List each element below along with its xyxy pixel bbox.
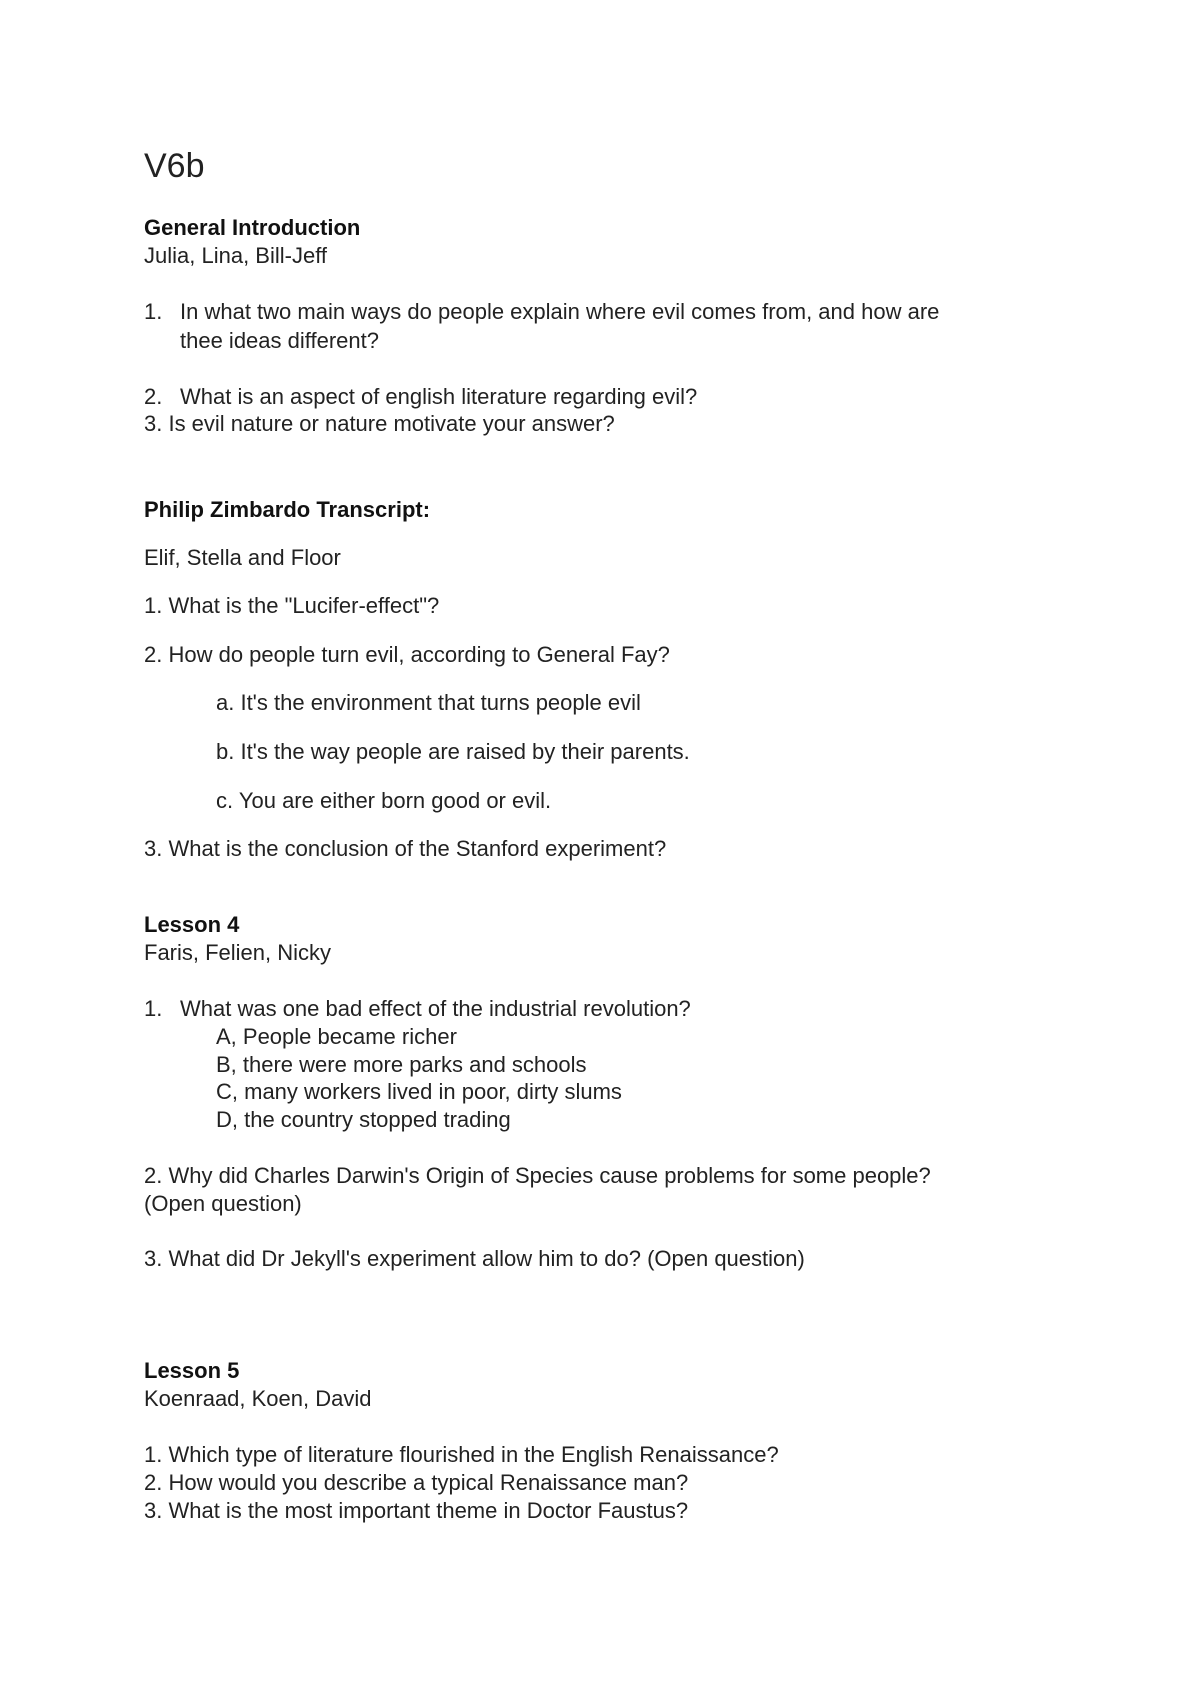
section-heading: General Introduction xyxy=(144,215,361,240)
section-authors: Julia, Lina, Bill-Jeff xyxy=(144,243,328,268)
question-text: 1. Which type of literature flourished in the English Renaissance? xyxy=(144,1442,779,1467)
answer-option: c. You are either born good or evil. xyxy=(216,788,552,813)
question-text: 2. How do people turn evil, according to General Fay? xyxy=(144,642,670,667)
question-text: 2. Why did Charles Darwin's Origin of Species cause problems for some people? xyxy=(144,1163,931,1188)
question-text: 3. What is the most important theme in Doctor Faustus? xyxy=(144,1498,689,1523)
answer-option: A, People became richer xyxy=(216,1024,457,1049)
question-number: 1. xyxy=(144,996,163,1021)
answer-option: b. It's the way people are raised by their parents. xyxy=(216,739,690,764)
answer-option: C, many workers lived in poor, dirty slums xyxy=(216,1079,622,1104)
answer-option: D, the country stopped trading xyxy=(216,1107,511,1132)
section-authors: Faris, Felien, Nicky xyxy=(144,940,332,965)
answer-option: a. It's the environment that turns people evil xyxy=(216,690,641,715)
section-authors: Elif, Stella and Floor xyxy=(144,545,341,570)
question-text: 1. What is the "Lucifer-effect"? xyxy=(144,593,440,618)
section-heading: Lesson 5 xyxy=(144,1358,240,1383)
question-text: 3. What is the conclusion of the Stanford experiment? xyxy=(144,836,667,861)
question-number: 1. xyxy=(144,299,163,324)
question-text: In what two main ways do people explain where evil comes from, and how are xyxy=(180,299,940,324)
document-title: V6b xyxy=(144,147,205,185)
question-text: 3. What did Dr Jekyll's experiment allow him to do? (Open question) xyxy=(144,1246,805,1271)
question-text: 2. How would you describe a typical Renaissance man? xyxy=(144,1470,689,1495)
question-text: 3. Is evil nature or nature motivate your answer? xyxy=(144,411,615,436)
section-authors: Koenraad, Koen, David xyxy=(144,1386,372,1411)
question-text: What is an aspect of english literature regarding evil? xyxy=(180,384,698,409)
question-text: thee ideas different? xyxy=(180,328,379,353)
section-heading: Lesson 4 xyxy=(144,912,240,937)
question-number: 2. xyxy=(144,384,163,409)
section-heading: Philip Zimbardo Transcript: xyxy=(144,497,431,522)
answer-option: B, there were more parks and schools xyxy=(216,1052,587,1077)
question-text: (Open question) xyxy=(144,1191,302,1216)
question-text: What was one bad effect of the industrial revolution? xyxy=(180,996,691,1021)
